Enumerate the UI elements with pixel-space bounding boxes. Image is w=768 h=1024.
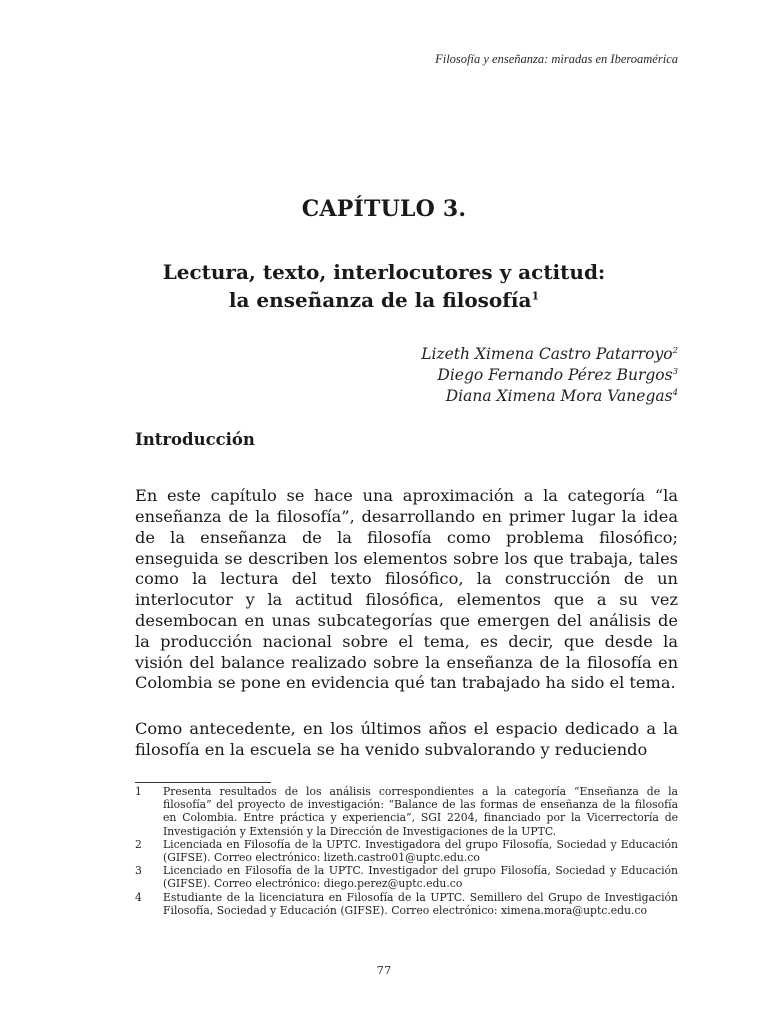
footnote-divider	[135, 782, 271, 783]
footnote-text: Licenciada en Filosofía de la UPTC. Investigadora del grupo Filosofía, Sociedad y Educación (GIFSE). Correo electrónico: lizeth.castro01@uptc.edu.co	[163, 837, 678, 865]
section-heading: Introducción	[135, 430, 255, 449]
author-name: Diego Fernando Pérez Burgos	[437, 366, 673, 384]
author-line	[421, 344, 678, 365]
author-name: Diana Ximena Mora Vanegas	[445, 387, 673, 405]
chapter-title-text: Lectura, texto, interlocutores y actitud: la enseñanza de la filosofía	[162, 260, 606, 312]
footnote-text: Licenciado en Filosofía de la UPTC. Investigador del grupo Filosofía, Sociedad y Educación (GIFSE). Correo electrónico: diego.perez@uptc.edu.co	[163, 864, 678, 891]
footnote-text: Estudiante de la licenciatura en Filosofía de la UPTC. Semillero del Grupo de Investigación Filosofía, Sociedad y Educación (GIFSE). Correo electrónico: ximena.mora@uptc.edu.co	[163, 890, 678, 917]
footnote-number: 2	[135, 837, 142, 851]
author-name: Lizeth Ximena Castro Patarroyo	[421, 345, 673, 363]
title-footnote-marker: 1	[531, 289, 540, 303]
footnotes	[135, 785, 678, 917]
author-footnote-marker: 4	[672, 387, 678, 398]
footnote	[135, 864, 678, 890]
author-footnote-marker: 3	[672, 366, 678, 377]
author-line	[421, 386, 678, 407]
footnote-text: Presenta resultados de los análisis correspondientes a la categoría “Enseñanza de la filosofía” del proyecto de investigación: “Balance de las formas de enseñanza de la filosofía en Colombia. Entre práctica y experiencia”, SGI 2204, financiado por la Vicerrectoría de Investigación y Extensión y la Dirección de Investigaciones de la UPTC.	[163, 785, 678, 838]
footnote	[135, 785, 678, 838]
footnote-number: 4	[135, 890, 142, 904]
footnote-number: 1	[135, 785, 142, 798]
chapter-title	[150, 258, 618, 314]
footnote-number: 3	[135, 864, 142, 878]
footnote	[135, 891, 678, 917]
author-list	[421, 344, 678, 407]
running-header: Filosofía y enseñanza: miradas en Iberoamérica	[435, 52, 678, 66]
page-number: 77	[376, 963, 392, 977]
footnote	[135, 838, 678, 864]
body-paragraph: Como antecedente, en los últimos años el espacio dedicado a la filosofía en la escuela se ha venido subvalorando y reduciendo	[135, 719, 678, 759]
chapter-label: CAPÍTULO 3.	[301, 196, 467, 222]
body-paragraph: En este capítulo se hace una aproximación a la categoría “la enseñanza de la filosofía”, desarrollando en primer lugar la idea de la enseñanza de la filosofía como problema filosófico; enseguida se describen los elementos sobre los que trabaja, tales como la lectura del texto filosófico, la construcción de un interlocutor y la actitud filosófica, elementos que a su vez desembocan en unas subcategorías que emergen del análisis de la producción nacional sobre el tema, es decir, que desde la visión del balance realizado sobre la enseñanza de la filosofía en Colombia se pone en evidencia qué tan trabajado ha sido el tema.	[135, 486, 678, 693]
author-line	[421, 365, 678, 386]
author-footnote-marker: 2	[672, 345, 678, 356]
